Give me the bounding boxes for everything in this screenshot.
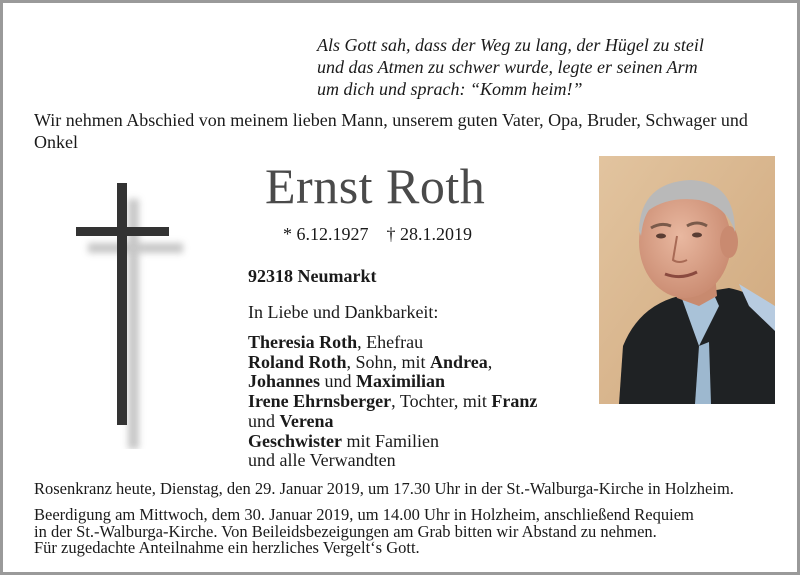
portrait-photo xyxy=(599,156,775,404)
birth-date: * 6.12.1927 xyxy=(283,224,369,244)
poem-quote xyxy=(317,34,777,100)
cross-shadow xyxy=(88,199,183,449)
family-line: Theresia Roth, Ehefrau xyxy=(248,332,424,352)
rosary-notice: Rosenkranz heute, Dienstag, den 29. Januar 2019, um 17.30 Uhr in der St.-Walburga-Kirche in Holzheim. xyxy=(34,479,734,498)
location: 92318 Neumarkt xyxy=(248,266,377,286)
family-line: Roland Roth, Sohn, mit Andrea, xyxy=(248,351,493,372)
poem-line: und das Atmen zu schwer wurde, legte er seinen Arm xyxy=(317,57,698,77)
family-line: und alle Verwandten xyxy=(248,450,396,471)
funeral-line: in der St.-Walburga-Kirche. Von Beileidsbezeigungen am Grab bitten wir Abstand zu nehmen. xyxy=(34,521,657,541)
family-line: Geschwister mit Familien xyxy=(248,430,439,451)
poem-line: um dich und sprach: “Komm heim!” xyxy=(317,79,583,99)
farewell-intro: Wir nehmen Abschied von meinem lieben Mann, unserem guten Vater, Opa, Bruder, Schwager und Onkel xyxy=(34,110,748,152)
funeral-line: Beerdigung am Mittwoch, dem 30. Januar 2019, um 14.00 Uhr in Holzheim, anschließend Requiem xyxy=(34,505,694,524)
cross-shape xyxy=(76,183,169,425)
family-list xyxy=(248,333,588,471)
family-line: und Verena xyxy=(248,410,334,431)
thanks-line: In Liebe und Dankbarkeit: xyxy=(248,302,439,322)
death-date: † 28.1.2019 xyxy=(386,224,472,244)
life-dates xyxy=(283,222,472,246)
cross-icon xyxy=(71,179,191,449)
family-line: Irene Ehrnsberger, Tochter, mit Franz xyxy=(248,391,538,412)
funeral-line: Für zugedachte Anteilnahme ein herzliches Vergelt‘s Gott. xyxy=(34,538,420,557)
family-line: Johannes und Maximilian xyxy=(248,371,446,392)
poem-line: Als Gott sah, dass der Weg zu lang, der Hügel zu steil xyxy=(317,35,704,55)
funeral-notice xyxy=(34,507,694,557)
deceased-name: Ernst Roth xyxy=(265,158,486,214)
